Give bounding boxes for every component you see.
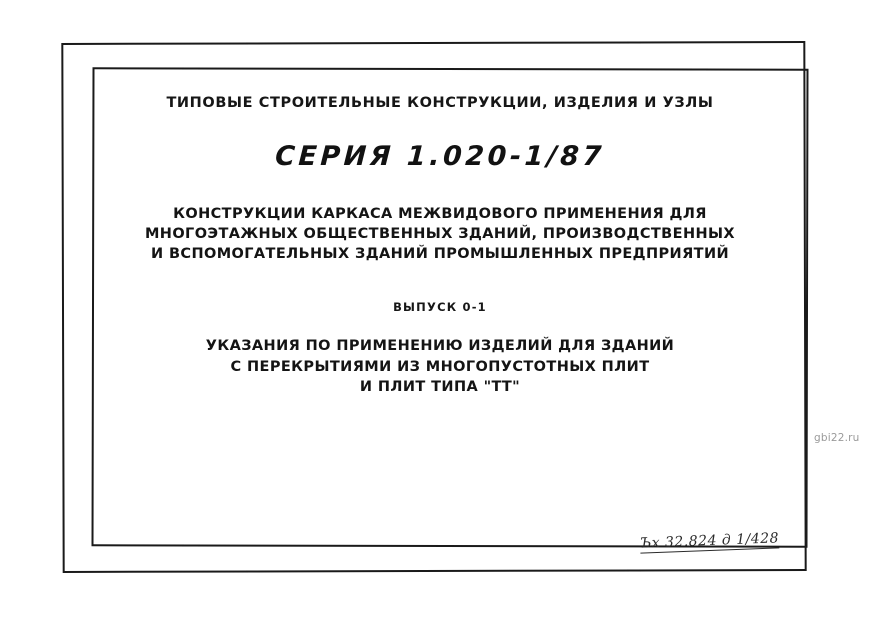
subject-block <box>110 204 770 264</box>
title-block <box>110 95 770 398</box>
description-line-3: И ПЛИТ ТИПА "ТТ" <box>359 379 521 396</box>
issue-number: ВЫПУСК 0-1 <box>393 300 487 314</box>
series-designation: СЕРИЯ 1.020-1/87 <box>274 141 606 172</box>
site-watermark: gbi22.ru <box>814 432 860 444</box>
subject-line-3: И ВСПОМОГАТЕЛЬНЫХ ЗДАНИЙ ПРОМЫШЛЕННЫХ ПРЕДПРИЯТИЙ <box>150 246 730 262</box>
description-block <box>110 336 770 398</box>
description-line-1: УКАЗАНИЯ ПО ПРИМЕНЕНИЮ ИЗДЕЛИЙ ДЛЯ ЗДАНИЙ <box>205 338 675 354</box>
subject-line-2: МНОГОЭТАЖНЫХ ОБЩЕСТВЕННЫХ ЗДАНИЙ, ПРОИЗВОДСТВЕННЫХ <box>144 226 736 242</box>
description-line-2: С ПЕРЕКРЫТИЯМИ ИЗ МНОГОПУСТОТНЫХ ПЛИТ <box>230 358 650 375</box>
document-header-line: ТИПОВЫЕ СТРОИТЕЛЬНЫЕ КОНСТРУКЦИИ, ИЗДЕЛИЯ И УЗЛЫ <box>166 95 714 111</box>
handwritten-stamp-text: Ъх 32.824 д 1/428 <box>639 530 780 552</box>
subject-line-1: КОНСТРУКЦИИ КАРКАСА МЕЖВИДОВОГО ПРИМЕНЕНИЯ ДЛЯ <box>173 206 707 222</box>
